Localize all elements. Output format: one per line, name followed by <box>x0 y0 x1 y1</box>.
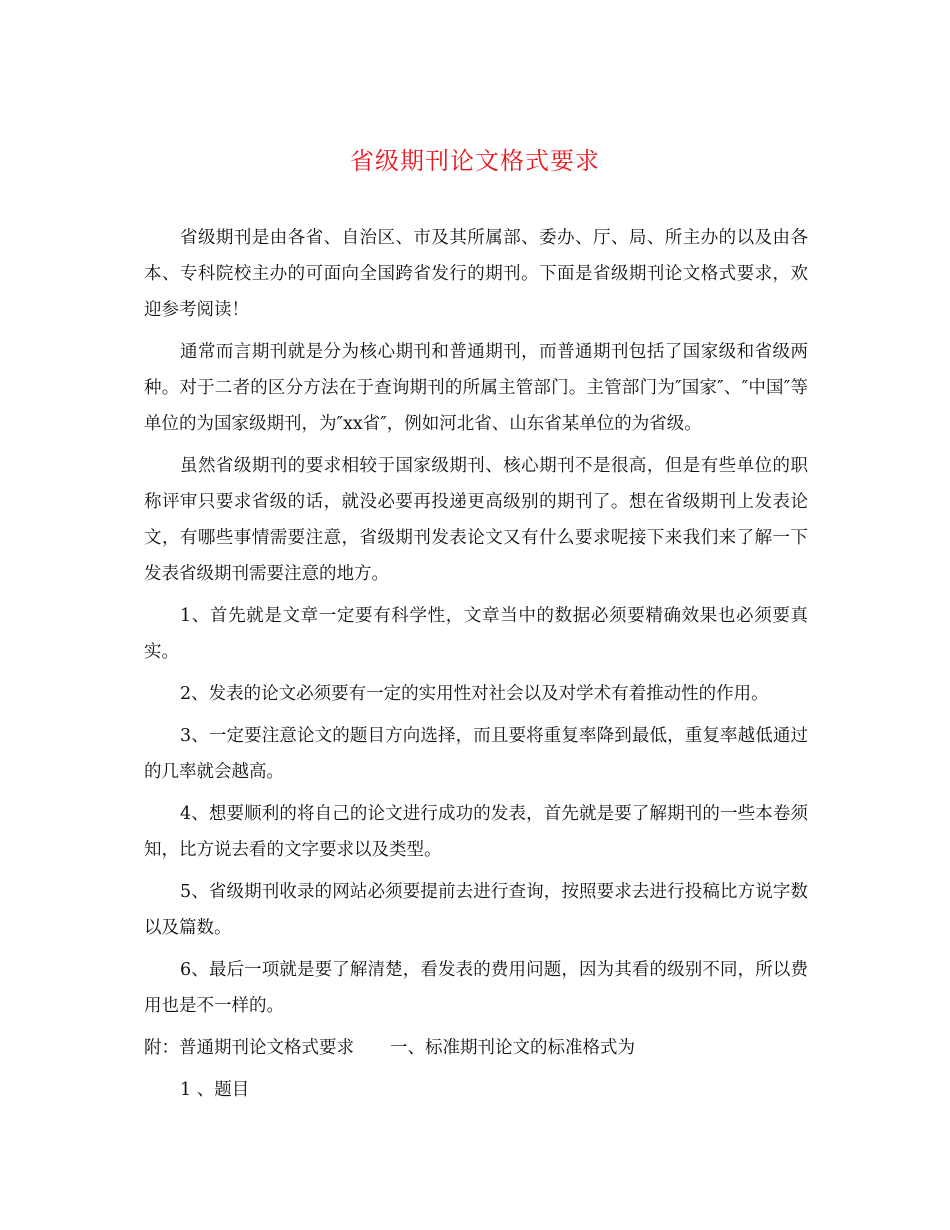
paragraph-intro: 省级期刊是由各省、自治区、市及其所属部、委办、厅、局、所主办的以及由各本、专科院校主办的可面向全国跨省发行的期刊。下面是省级期刊论文格式要求，欢迎参考阅读！ <box>144 228 808 320</box>
document-body <box>144 220 808 1108</box>
document-title: 省级期刊论文格式要求 <box>350 147 600 175</box>
list-item: 4、想要顺利的将自己的论文进行成功的发表，首先就是要了解期刊的一些本卷须知，比方说去看的文字要求以及类型。 <box>144 804 808 860</box>
appendix-label: 附：普通期刊论文格式要求 <box>144 1038 354 1058</box>
sub-item-title: 1 、题目 <box>180 1080 250 1100</box>
list-item: 2、发表的论文必须要有一定的实用性对社会以及对学术有着推动性的作用。 <box>180 684 769 704</box>
appendix-section-heading: 一、标准期刊论文的标准格式为 <box>390 1038 635 1058</box>
list-item: 5、省级期刊收录的网站必须要提前去进行查询，按照要求去进行投稿比方说字数以及篇数。 <box>144 882 808 938</box>
paragraph-requirements: 虽然省级期刊的要求相较于国家级期刊、核心期刊不是很高，但是有些单位的职称评审只要求省级的话，就没必要再投递更高级别的期刊了。想在省级期刊上发表论文，有哪些事情需要注意，省级期刊发表论文又有什么要求呢接下来我们来了解一下发表省级期刊需要注意的地方。 <box>144 456 808 584</box>
list-item: 6、最后一项就是要了解清楚，看发表的费用问题，因为其看的级别不同，所以费用也是不一样的。 <box>144 960 808 1016</box>
list-item: 3、一定要注意论文的题目方向选择，而且要将重复率降到最低，重复率越低通过的几率就会越高。 <box>144 726 808 782</box>
list-item: 1、首先就是文章一定要有科学性，文章当中的数据必须要精确效果也必须要真实。 <box>144 606 808 662</box>
paragraph-classification: 通常而言期刊就是分为核心期刊和普通期刊，而普通期刊包括了国家级和省级两种。对于二者的区分方法在于查询期刊的所属主管部门。主管部门为″国家″、″中国″等单位的为国家级期刊，为″xx省″，例如河北省、山东省某单位的为省级。 <box>144 342 808 434</box>
appendix-line <box>144 1030 808 1066</box>
